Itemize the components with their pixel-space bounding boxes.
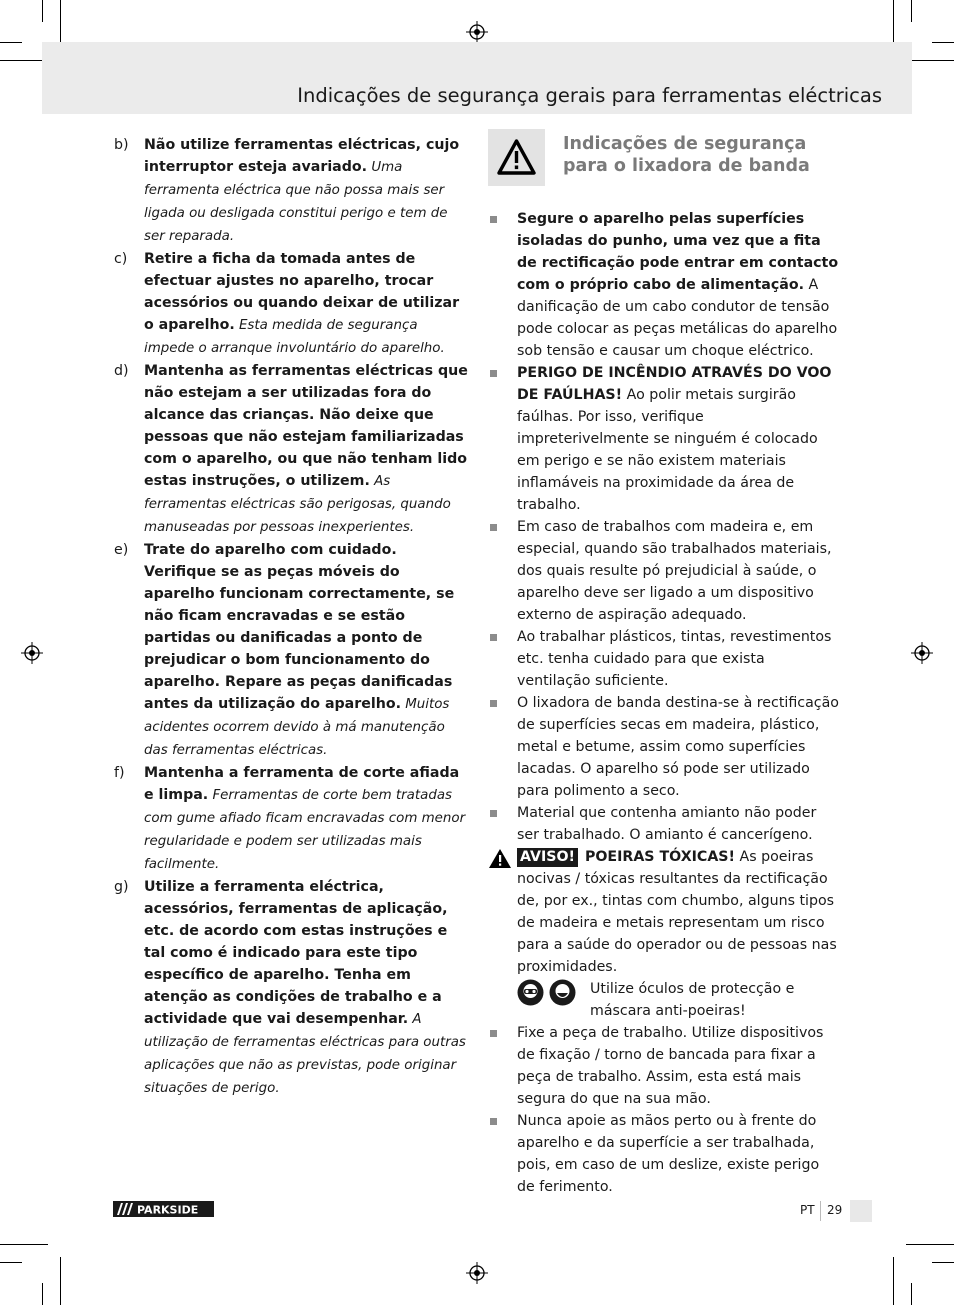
list-item xyxy=(114,248,468,360)
item-bold-text: Não utilize ferramentas eléctricas, cujo interruptor esteja avariado. xyxy=(144,137,460,175)
bullet-text: Em caso de trabalhos com madeira e, em especial, quando são trabalhados materiais, dos quais resulte pó prejudicial à saúde, o aparelho deve ser ligado a um dispositivo externo de aspiração adequado. xyxy=(517,519,832,623)
registration-mark-top-icon xyxy=(466,21,488,43)
warning-notice xyxy=(488,846,840,978)
bullet-text: Fixe a peça de trabalho. Utilize dispositivos de fixação / torno de bancada para fixar a peça de trabalho. Assim, esta está mais segura do que na sua mão. xyxy=(517,1025,824,1107)
item-label: b) xyxy=(114,137,129,153)
dust-mask-icon xyxy=(549,979,576,1006)
list-item xyxy=(114,539,468,762)
warning-heading: POEIRAS TÓXICAS! xyxy=(580,849,735,865)
item-bold-text: Utilize a ferramenta eléctrica, acessórios, ferramentas de aplicação, etc. de acordo com estas instruções e tal como é indicado para este tipo específico de aparelho. Tenha em atenção as condições de trabalho e a actividade que vai desempenhar. xyxy=(144,879,448,1027)
ppe-icons xyxy=(517,979,576,1013)
ppe-text: Utilize óculos de protecção e máscara anti-poeiras! xyxy=(590,981,795,1019)
list-item xyxy=(114,762,468,876)
bullet-item xyxy=(488,208,840,362)
bullet-item xyxy=(488,692,840,802)
bullet-bold-text: PERIGO DE INCÊNDIO ATRAVÉS DO VOO DE FAÚLHAS! xyxy=(517,365,832,403)
item-italic-text: As ferramentas eléctricas são perigosas, quando manuseadas por pessoas inexperientes. xyxy=(144,474,451,535)
warning-badge: AVISO! xyxy=(517,848,578,867)
item-italic-text: Muitos acidentes ocorrem devido à má manutenção das ferramentas eléctricas. xyxy=(144,697,450,758)
warning-triangle-icon xyxy=(488,129,545,186)
bullet-item xyxy=(488,1110,840,1198)
brand-logo xyxy=(113,1201,214,1217)
item-italic-text: Uma ferramenta eléctrica que não possa mais ser ligada ou desligada constitui perigo e tem de ser reparada. xyxy=(144,160,448,244)
bullet-text: Nunca apoie as mãos perto ou à frente do aparelho e da superfície a ser trabalhada, pois, em caso de um deslize, existe perigo de ferimento. xyxy=(517,1113,820,1195)
bullet-square-icon xyxy=(490,634,497,641)
item-bold-text: Trate do aparelho com cuidado. Verifique se as peças móveis do aparelho funcionam correctamente, se não ficam encravadas e se estão partidas ou danificadas a ponto de prejudicar o bom funcionamento do aparelho. Repare as peças danificadas antes da utilização do aparelho. xyxy=(144,542,455,712)
item-label: c) xyxy=(114,251,128,267)
warning-triangle-small-icon xyxy=(489,849,511,868)
section-title: Indicações de segurança para o lixadora de banda xyxy=(563,134,810,176)
item-bold-text: Retire a ficha da tomada antes de efectuar ajustes no aparelho, trocar acessórios ou quando deixar de utilizar o aparelho. xyxy=(144,251,460,333)
section-header xyxy=(488,134,840,192)
warning-text: As poeiras nocivas / tóxicas resultantes da rectificação de, por ex., tintas com chumbo, alguns tipos de madeira e metais representam um risco para a saúde do operador ou de pessoas nas proximidades. xyxy=(517,849,837,975)
bullet-text: A danificação de um cabo condutor de tensão pode colocar as peças metálicas do aparelho sob tensão e causar um choque eléctrico. xyxy=(517,277,838,359)
item-label: f) xyxy=(114,765,125,781)
left-column xyxy=(114,134,468,1100)
safety-goggles-icon xyxy=(517,979,544,1006)
item-bold-text: Mantenha as ferramentas eléctricas que não estejam a ser utilizadas fora do alcance das crianças. Não deixe que pessoas que não estejam familiarizadas com o aparelho, ou que não tenham lido estas instruções, o utilizem. xyxy=(144,363,468,489)
registration-mark-bottom-icon xyxy=(466,1262,488,1284)
bullet-square-icon xyxy=(490,524,497,531)
item-label: g) xyxy=(114,879,129,895)
bullet-square-icon xyxy=(490,216,497,223)
bullet-square-icon xyxy=(490,810,497,817)
bullet-item xyxy=(488,1022,840,1110)
page-tab xyxy=(850,1200,872,1222)
brand-text: PARKSIDE xyxy=(137,1203,199,1217)
bullet-square-icon xyxy=(490,370,497,377)
ppe-notice xyxy=(488,978,840,1022)
item-label: e) xyxy=(114,542,129,558)
page-number: 29 xyxy=(827,1203,843,1217)
bullet-square-icon xyxy=(490,1118,497,1125)
bullet-item xyxy=(488,362,840,516)
page-title: Indicações de segurança gerais para ferramentas eléctricas xyxy=(297,84,882,107)
registration-mark-left-icon xyxy=(21,642,43,664)
item-bold-text: Mantenha a ferramenta de corte afiada e limpa. xyxy=(144,765,460,803)
bullet-item xyxy=(488,626,840,692)
item-italic-text: Ferramentas de corte bem tratadas com gume afiado ficam encravadas com menor regularidade e podem ser utilizadas mais facilmente. xyxy=(144,788,466,872)
list-item xyxy=(114,134,468,248)
bullet-text: Material que contenha amianto não poder ser trabalhado. O amianto é cancerígeno. xyxy=(517,805,817,843)
bullet-text: Ao trabalhar plásticos, tintas, revestimentos etc. tenha cuidado para que exista ventilação suficiente. xyxy=(517,629,832,689)
footer-divider xyxy=(820,1201,821,1221)
item-italic-text: Esta medida de segurança impede o arranque involuntário do aparelho. xyxy=(144,318,445,356)
right-column xyxy=(488,134,840,1198)
bullet-square-icon xyxy=(490,700,497,707)
bullet-bold-text: Segure o aparelho pelas superfícies isoladas do punho, uma vez que a fita de rectificação pode entrar em contacto com o próprio cabo de alimentação. xyxy=(517,211,839,293)
list-item xyxy=(114,876,468,1100)
bullet-text: O lixadora de banda destina-se à rectificação de superfícies secas em madeira, plástico, metal e betume, assim como superfícies lacadas. O aparelho só pode ser utilizado para polimento a seco. xyxy=(517,695,839,799)
list-item xyxy=(114,360,468,539)
bullet-square-icon xyxy=(490,1030,497,1037)
bullet-text: Ao polir metais surgirão faúlhas. Por isso, verifique impreterivelmente se ninguém é colocado em perigo e se não existem materiais inflamáveis na proximidade da área de trabalho. xyxy=(517,387,818,513)
bullet-item xyxy=(488,516,840,626)
language-code: PT xyxy=(800,1203,815,1217)
bullet-item xyxy=(488,802,840,846)
registration-mark-right-icon xyxy=(911,642,933,664)
item-label: d) xyxy=(114,363,129,379)
item-italic-text: A utilização de ferramentas eléctricas para outras aplicações que não as previstas, pode originar situações de perigo. xyxy=(144,1012,466,1096)
warning-box xyxy=(488,129,545,186)
